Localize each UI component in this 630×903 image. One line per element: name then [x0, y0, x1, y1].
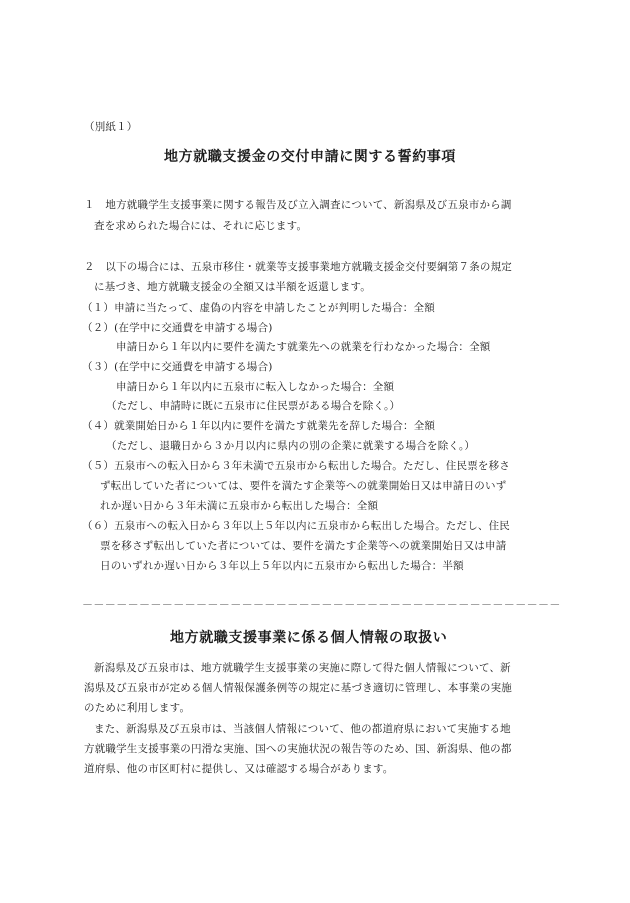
privacy-title: 地方就職支援事業に係る個人情報の取扱い	[170, 630, 448, 646]
pledge-sub-6-line-2: 票を移さず転出していた者については、要件を満たす企業等への就業開始日又は申請	[100, 540, 507, 552]
pledge-sub-5-line-2: ず転出していた者については、要件を満たす企業等への就業開始日又は申請日のいず	[100, 480, 507, 492]
pledge-sub-6-line-3: 日のいずれか遅い日から３年以上５年以内に五泉市から転出した場合：半額	[100, 560, 464, 572]
section-divider: －－－－－－－－－－－－－－－－－－－－－－－－－－－－－－－－－－－－－－－－－－	[82, 598, 561, 611]
privacy-para-2-line-2: 方就職学生支援事業の円滑な実施、国への実施状況の報告等のため、国、新潟県、他の都	[84, 743, 512, 755]
pledge-sub-2-head: （２）(在学中に交通費を申請する場合)	[82, 322, 273, 334]
privacy-para-1-line-1: 新潟県及び五泉市は、地方就職学生支援事業の実施に際して得た個人情報について、新	[94, 662, 511, 674]
privacy-para-1-line-3: のために利用します。	[84, 702, 191, 714]
pledge-sub-3-line-1: 申請日から１年以内に五泉市に転入しなかった場合：全額	[116, 381, 395, 393]
pledge-sub-3-head: （３）(在学中に交通費を申請する場合)	[82, 361, 273, 373]
pledge-item-2-line-2: に基づき、地方就職支援金の全額又は半額を返還します。	[94, 281, 371, 293]
privacy-para-2-line-1: また、新潟県及び五泉市は、当該個人情報について、他の都道府県において実施する地	[94, 723, 511, 735]
pledge-sub-1: （１）申請に当たって、虚偽の内容を申請したことが判明した場合：全額	[82, 302, 435, 314]
attachment-label: （別紙１）	[84, 121, 138, 133]
pledge-sub-5-line-3: れか遅い日から３年未満に五泉市から転出した場合：全額	[100, 500, 379, 512]
pledge-title: 地方就職支援金の交付申請に関する誓約事項	[164, 149, 456, 165]
pledge-item-1-line-2: 査を求められた場合には、それに応じます。	[94, 220, 308, 232]
pledge-sub-5-line-1: （５）五泉市への転入日から３年未満で五泉市から転出した場合。ただし、住民票を移さ	[82, 460, 510, 472]
pledge-sub-4-line-1: （４）就業開始日から１年以内に要件を満たす就業先を辞した場合：全額	[82, 420, 436, 432]
pledge-sub-2-line-1: 申請日から１年以内に要件を満たす就業先への就業を行わなかった場合：全額	[116, 341, 491, 353]
privacy-para-2-line-3: 道府県、他の市区町村に提供し、又は確認する場合があります。	[84, 763, 394, 775]
pledge-sub-4-line-2: （ただし、退職日から３か月以内に県内の別の企業に就業する場合を除く。）	[106, 440, 476, 452]
pledge-sub-6-line-1: （６）五泉市への転入日から３年以上５年以内に五泉市から転出した場合。ただし、住民	[82, 520, 510, 532]
pledge-item-2-line-1: ２ 以下の場合には、五泉市移住・就業等支援事業地方就職支援金交付要綱第７条の規定	[84, 261, 512, 273]
privacy-para-1-line-2: 潟県及び五泉市が定める個人情報保護条例等の規定に基づき適切に管理し、本事業の実施	[84, 682, 512, 694]
pledge-item-1-line-1: １ 地方就職学生支援事業に関する報告及び立入調査について、新潟県及び五泉市から調	[84, 199, 512, 211]
pledge-sub-3-line-2: （ただし、申請時に既に五泉市に住民票がある場合を除く。）	[106, 400, 401, 412]
